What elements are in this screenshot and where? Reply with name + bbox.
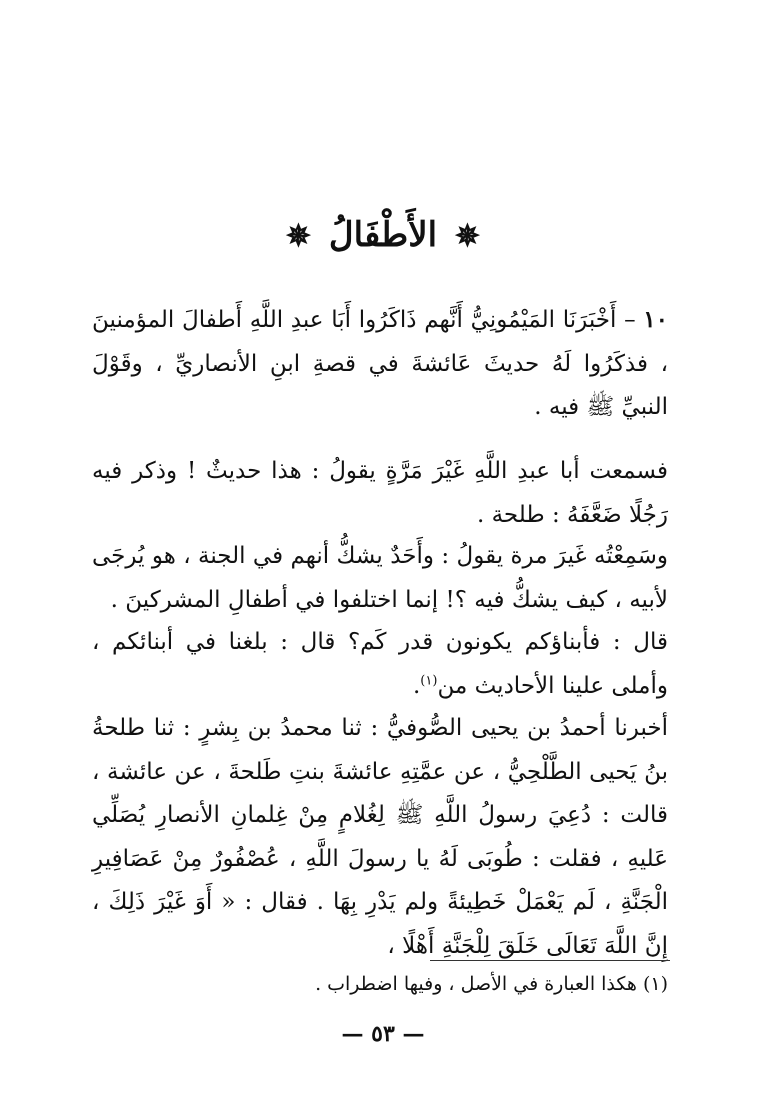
chapter-heading — [0, 205, 766, 267]
paragraph — [92, 450, 668, 537]
paragraph — [92, 621, 668, 708]
paragraph — [92, 707, 668, 968]
paragraph-text: – أَخْبَرَنَا المَيْمُونِيُّ أَنَّهم ذَاكَرُوا أَبَا عبدِ اللَّهِ أَطفالَ المؤمنينَ ، فذكَرُوا لَهُ حديثَ عَائشةَ في قصةِ ابنِ الأنصاريِّ ، وقَوْلَ النبيِّ ﷺ فيه . — [92, 307, 668, 420]
page-number: — ٥٣ — — [341, 1021, 425, 1047]
hadith-paragraph-10 — [92, 298, 668, 430]
paragraph-end-mark: . — [412, 672, 421, 699]
paragraph-text: قال : فأبناؤكم يكونون قدر كَم؟ قال : بلغنا في أبنائكم ، وأملى علينا الأحاديث من — [92, 629, 668, 699]
star-ornament-icon: ✵ — [454, 219, 481, 254]
hadith-number: ١٠ — [643, 306, 669, 333]
paragraph-text: وسَمِعْتُه غَيرَ مرة يقولُ : وأَحَدٌ يشكُّ أنهم في الجنة ، هو يُرجَى لأبيه ، كيف يشكُّ فيه ؟! إنما اختلفوا في أطفالِ المشركينَ . — [92, 543, 668, 613]
footnote-reference: (١) — [420, 672, 438, 688]
footnote-divider — [430, 960, 670, 961]
paragraph-text: أخبرنا أحمدُ بن يحيى الصُّوفيُّ : ثنا محمدُ بن بِشرٍ : ثنا طلحةُ بنُ يَحيى الطَّلْحِيُّ ، عن عمَّتِهِ عائشةَ بنتِ طَلحةَ ، عن عائشة ، قالت : دُعِيَ رسولُ اللَّهِ ﷺ لِغُلامٍ مِنْ غِلمانِ الأنصارِ يُصَلِّي عَليهِ ، فقلت : طُوبَى لَهُ يا رسولَ اللَّهِ ، عُصْفُورٌ مِنْ عَصَافِيرِ الْجَنَّةِ ، لَم يَعْمَلْ خَطِيئةً ولم يَدْرِ بِهَا . فقال : « أَوَ غَيْرَ ذَلِكَ ، إِنَّ اللَّهَ تَعَالَى خَلَقَ لِلْجَنَّةِ أَهْلًا ، — [92, 715, 668, 959]
footnote: (١) هكذا العبارة في الأصل ، وفيها اضطراب . — [315, 973, 668, 995]
paragraph — [92, 535, 668, 622]
chapter-title: الأَطْفَالُ — [328, 215, 438, 255]
star-ornament-icon: ✵ — [285, 219, 312, 254]
paragraph-text: فسمعت أبا عبدِ اللَّهِ غَيْرَ مَرَّةٍ يقولُ : هذا حديثٌ ! وذكر فيه رَجُلًا ضَعَّفَهُ : طلحة . — [92, 458, 668, 528]
